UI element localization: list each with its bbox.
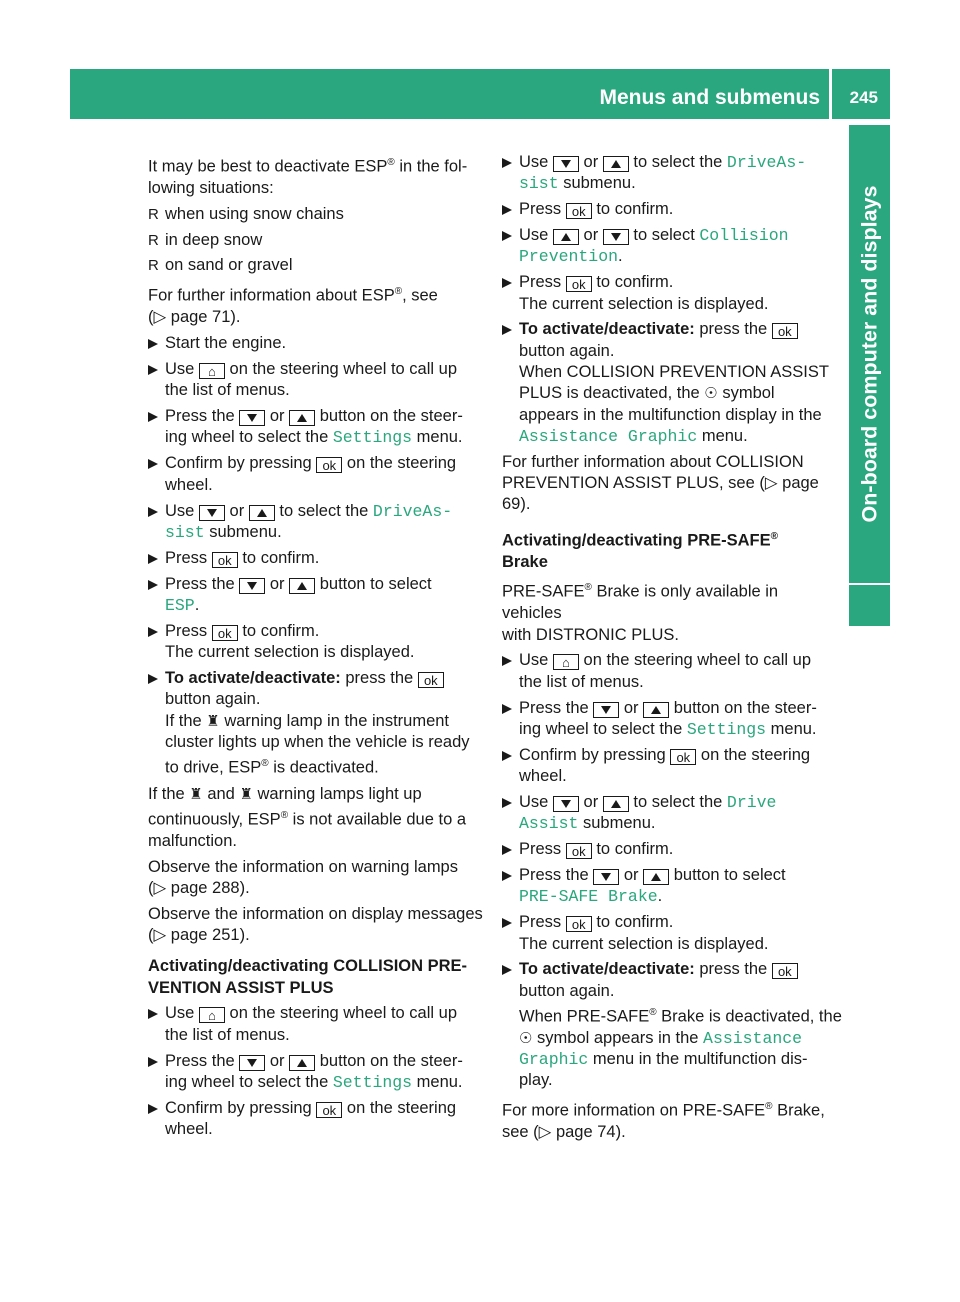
step (148, 1098, 484, 1141)
menu-name: Settings (686, 719, 767, 739)
step (148, 1003, 484, 1046)
page-reference[interactable]: see (▷ page 74). (502, 1123, 626, 1142)
header-divider (829, 69, 832, 119)
page-number: 245 (849, 88, 878, 107)
text: to select the (628, 792, 727, 811)
text: button again. (519, 981, 615, 1000)
section-title: Menus and submenus (599, 86, 820, 109)
text: It may be best to deactivate ESP (148, 157, 388, 176)
page-reference[interactable]: (▷ page 288). (148, 878, 250, 897)
text: menu. (412, 1072, 463, 1091)
text: The current selection is displayed. (519, 294, 769, 313)
text: wheel. (519, 767, 567, 786)
text: Observe the information on warning lamps (148, 857, 458, 876)
text: ing wheel to select the (165, 1072, 333, 1091)
text: to confirm. (591, 200, 674, 219)
text: If the (148, 784, 190, 803)
menu-name: sist (519, 174, 559, 194)
text: or (578, 153, 603, 171)
text: to confirm. (591, 273, 674, 292)
ok-button-icon: ok (566, 916, 592, 932)
menu-name: Assist (519, 814, 579, 834)
step (502, 698, 842, 741)
text: in the fol- (394, 157, 468, 176)
menu-name: Settings (332, 1072, 413, 1092)
registered-mark: ® (387, 157, 395, 168)
text: Use (519, 651, 553, 670)
left-column (148, 152, 484, 1145)
registered-mark: ® (280, 809, 289, 821)
collision-off-icon: ☉ (704, 385, 718, 403)
bullet-item: R on sand or gravel (148, 255, 484, 276)
text: to confirm. (237, 621, 320, 640)
step (502, 319, 842, 447)
text: Press (519, 913, 566, 932)
text: Brake, (772, 1101, 825, 1120)
step (148, 501, 484, 544)
text: on the steering wheel to call up (224, 1004, 458, 1023)
menu-name: PRE-SAFE Brake (519, 887, 658, 907)
esp-warning-icon: ♜ (189, 785, 203, 803)
ok-button-icon: ok (772, 963, 798, 979)
home-button-icon: ⌂ (199, 363, 225, 379)
text: symbol appears in the (532, 1028, 704, 1047)
text: menu. (697, 426, 748, 445)
menu-name: DriveAs‐ (726, 153, 807, 172)
ok-button-icon: ok (566, 203, 592, 219)
ok-button-icon: ok (316, 1102, 342, 1118)
text: lowing situations: (148, 178, 274, 197)
text: PLUS is deactivated, the (519, 384, 705, 403)
step-label: To activate/deactivate: (519, 320, 695, 339)
up-button-icon (603, 156, 629, 172)
text: or (265, 574, 290, 593)
ok-button-icon: ok (772, 323, 798, 339)
menu-name: Assistance (703, 1028, 803, 1048)
step-label: To activate/deactivate: (519, 960, 695, 979)
chapter-tab-label: On-board computer and displays (857, 185, 882, 523)
intro-paragraph (148, 152, 484, 199)
text: the list of menus. (165, 1025, 290, 1044)
step (148, 668, 484, 779)
text: or (578, 792, 603, 811)
step (502, 745, 842, 788)
step (148, 574, 484, 617)
malfunction-paragraph (148, 784, 484, 852)
step (502, 650, 842, 693)
text: Observe the information on display messages (148, 904, 483, 923)
text: Press the (165, 1051, 240, 1070)
observe-display-messages (148, 904, 484, 947)
text: play. (519, 1071, 553, 1090)
text: on the steering (342, 1098, 457, 1117)
down-button-icon (553, 796, 579, 812)
bullet-item: R in deep snow (148, 230, 484, 251)
step (502, 959, 842, 1091)
text: menu. (766, 719, 817, 738)
registered-mark: ® (770, 530, 779, 542)
menu-name: Prevention (519, 247, 619, 267)
text: button on the steer- (315, 1051, 463, 1070)
text: submenu. (578, 814, 656, 833)
up-button-icon (643, 702, 669, 718)
text: symbol (717, 384, 775, 403)
right-column (502, 152, 842, 1148)
text: Press (519, 273, 566, 292)
down-button-icon (239, 1055, 265, 1071)
text: When PRE-SAFE (519, 1007, 650, 1026)
ok-button-icon: ok (212, 625, 238, 641)
text: If the (165, 711, 207, 730)
section-heading (502, 526, 842, 573)
text: Press (519, 840, 566, 859)
pre-safe-off-icon: ☉ (519, 1029, 533, 1047)
text: button on the steer- (315, 407, 463, 426)
text: is deactivated. (268, 758, 379, 777)
text: wheel. (165, 475, 213, 494)
up-button-icon (249, 505, 275, 521)
text: Use (165, 359, 199, 378)
text: continuously, ESP (148, 810, 281, 829)
text: to confirm. (237, 548, 320, 567)
text: , see (402, 286, 438, 305)
text: The current selection is displayed. (519, 934, 769, 953)
step (502, 865, 842, 908)
text: submenu. (558, 174, 636, 193)
bullet-item: R when using snow chains (148, 204, 484, 225)
text: Press (165, 621, 212, 640)
header-bar (70, 69, 890, 119)
text: Press the (165, 574, 240, 593)
text: or (619, 866, 644, 885)
text: The current selection is displayed. (165, 643, 415, 662)
further-info (502, 452, 842, 516)
down-button-icon (593, 702, 619, 718)
text: Use (165, 1004, 199, 1023)
observe-warning-lamps (148, 857, 484, 900)
text: Activating/deactivating PRE-SAFE (502, 531, 771, 550)
text: Use (519, 792, 553, 811)
ok-button-icon: ok (212, 552, 238, 568)
text: the list of menus. (165, 381, 290, 400)
step: Start the engine. (148, 333, 484, 354)
esp-off-warning-icon: ♜ (206, 712, 220, 730)
text: press the (694, 320, 772, 339)
text: malfunction. (148, 831, 237, 850)
step (502, 272, 842, 315)
registered-mark: ® (394, 286, 403, 298)
registered-mark: ® (649, 1007, 657, 1018)
down-button-icon (199, 505, 225, 521)
registered-mark: ® (584, 582, 592, 594)
down-button-icon (239, 410, 265, 426)
text: For further information about ESP (148, 286, 395, 305)
text: the list of menus. (519, 672, 644, 691)
text: to select the (628, 153, 727, 171)
text: button to select (315, 574, 432, 593)
text: Confirm by pressing (165, 1098, 317, 1117)
text: and (202, 784, 240, 803)
text: button on the steer- (669, 698, 817, 717)
text: Use (165, 501, 199, 520)
text: button again. (519, 341, 615, 360)
up-button-icon (289, 1055, 315, 1071)
text: warning lamp in the instrument (219, 711, 450, 730)
text: When COLLISION PREVENTION ASSIST (519, 363, 829, 382)
text: to drive, ESP (165, 758, 262, 777)
menu-name: Assistance Graphic (519, 426, 698, 446)
text: on the steering (696, 745, 811, 764)
text: . (657, 887, 663, 906)
menu-name: DriveAs‐ (372, 501, 453, 521)
text: press the (694, 960, 772, 979)
text: menu. (412, 428, 463, 447)
chapter-marker (849, 585, 890, 626)
text: Confirm by pressing (165, 454, 317, 473)
registered-mark: ® (765, 1101, 773, 1113)
down-button-icon (603, 229, 629, 245)
page-reference[interactable]: (▷ page 71). (148, 308, 241, 327)
text: or (265, 1051, 290, 1070)
pre-safe-availability (502, 577, 842, 645)
step (148, 406, 484, 449)
step (148, 1051, 484, 1094)
menu-name: sist (165, 522, 205, 542)
text: press the (340, 668, 418, 687)
step-label: To activate/deactivate: (165, 668, 341, 687)
step (148, 453, 484, 496)
text: Brake (502, 552, 548, 571)
text: or (224, 501, 249, 520)
step (502, 225, 842, 268)
text: VENTION ASSIST PLUS (148, 978, 334, 997)
text: PRE-SAFE (502, 582, 585, 601)
esp-off-warning-icon: ♜ (239, 785, 253, 803)
down-button-icon (239, 578, 265, 594)
text: Confirm by pressing (519, 745, 671, 764)
menu-name: Graphic (519, 1050, 589, 1070)
text: or (578, 226, 603, 245)
step (502, 792, 842, 835)
down-button-icon (553, 156, 579, 172)
step (148, 359, 484, 402)
text: Brake is only available in vehicles (502, 582, 779, 623)
text: submenu. (204, 522, 282, 541)
menu-name: Collision (699, 226, 789, 246)
text: cluster lights up when the vehicle is ready (165, 732, 470, 751)
text: warning lamps light up (252, 784, 422, 803)
text: or (265, 407, 290, 426)
further-info (148, 281, 484, 328)
text: to confirm. (591, 840, 674, 859)
text: to select (628, 226, 700, 245)
text: on the steering (342, 454, 457, 473)
ok-button-icon: ok (670, 749, 696, 765)
ok-button-icon: ok (566, 276, 592, 292)
text: Use (519, 226, 553, 245)
text: wheel. (165, 1120, 213, 1139)
up-button-icon (643, 869, 669, 885)
menu-name: ESP (165, 595, 195, 615)
ok-button-icon: ok (316, 457, 342, 473)
section-heading (148, 956, 484, 999)
home-button-icon: ⌂ (553, 654, 579, 670)
step (502, 199, 842, 220)
text: to confirm. (591, 913, 674, 932)
text: appears in the multifunction display in the (519, 405, 822, 424)
text: Activating/deactivating COLLISION PRE- (148, 957, 468, 976)
text: Use (519, 153, 553, 171)
home-button-icon: ⌂ (199, 1007, 225, 1023)
registered-mark: ® (261, 758, 269, 770)
text: For more information on PRE-SAFE (502, 1101, 766, 1120)
step (148, 548, 484, 569)
text: menu in the multifunction dis- (588, 1050, 808, 1069)
up-button-icon (289, 578, 315, 594)
text: . (618, 247, 623, 266)
text: Press (519, 200, 566, 219)
step (502, 152, 842, 195)
text: with DISTRONIC PLUS. (502, 625, 679, 644)
step (502, 912, 842, 955)
text: on the steering wheel to call up (224, 359, 458, 378)
up-button-icon (553, 229, 579, 245)
text: to select the (274, 501, 373, 520)
text: button again. (165, 690, 261, 709)
text: Press the (165, 407, 240, 426)
ok-button-icon: ok (418, 672, 444, 688)
text: Press the (519, 866, 594, 885)
step (148, 621, 484, 664)
menu-name: Settings (332, 428, 413, 448)
text: on the steering wheel to call up (578, 651, 812, 670)
text: Press (165, 548, 212, 567)
up-button-icon (289, 410, 315, 426)
text: For further information about COLLISION (502, 452, 804, 471)
ok-button-icon: ok (566, 843, 592, 859)
text: or (619, 698, 644, 717)
text: . (194, 595, 200, 614)
step (502, 839, 842, 860)
text: is not available due to a (288, 810, 467, 829)
text: PREVENTION ASSIST PLUS, see (▷ page 69). (502, 474, 819, 514)
menu-name: Drive (726, 792, 777, 812)
text: ing wheel to select the (165, 428, 333, 447)
page-reference[interactable]: (▷ page 251). (148, 926, 250, 944)
more-info (502, 1096, 842, 1143)
down-button-icon (593, 869, 619, 885)
up-button-icon (603, 796, 629, 812)
text: Press the (519, 698, 594, 717)
text: ing wheel to select the (519, 719, 687, 738)
text: button to select (669, 866, 786, 885)
text: Brake is deactivated, the (656, 1007, 842, 1026)
